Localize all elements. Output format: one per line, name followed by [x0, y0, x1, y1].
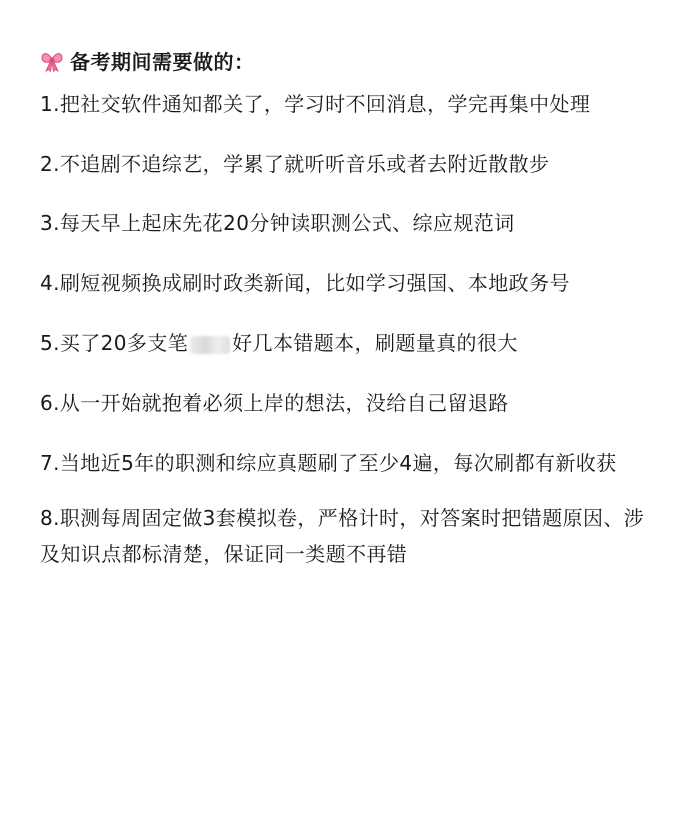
list-item: 3.每天早上起床先花20分钟读职测公式、综应规范词: [40, 211, 515, 235]
heading-text: 备考期间需要做的：: [70, 50, 255, 74]
list-item: 4.刷短视频换成刷时政类新闻，比如学习强国、本地政务号: [40, 271, 570, 295]
blurred-emoji: [190, 336, 230, 354]
ribbon-bow-icon: [40, 50, 64, 72]
list-item: 5.买了20多支笔 好几本错题本，刷题量真的很大: [40, 331, 518, 355]
section-heading: [40, 46, 255, 75]
list-item: 7.当地近5年的职测和综应真题刷了至少4遍，每次刷都有新收获: [40, 451, 617, 475]
list-item: 6.从一开始就抱着必须上岸的想法，没给自己留退路: [40, 391, 509, 415]
list-item: 8.职测每周固定做3套模拟卷，严格计时，对答案时把错题原因、涉及知识点都标清楚，保证同一类题不再错: [40, 506, 645, 566]
list-item: 1.把社交软件通知都关了，学习时不回消息，学完再集中处理: [40, 92, 591, 116]
list-item: 2.不追剧不追综艺，学累了就听听音乐或者去附近散散步: [40, 152, 550, 176]
